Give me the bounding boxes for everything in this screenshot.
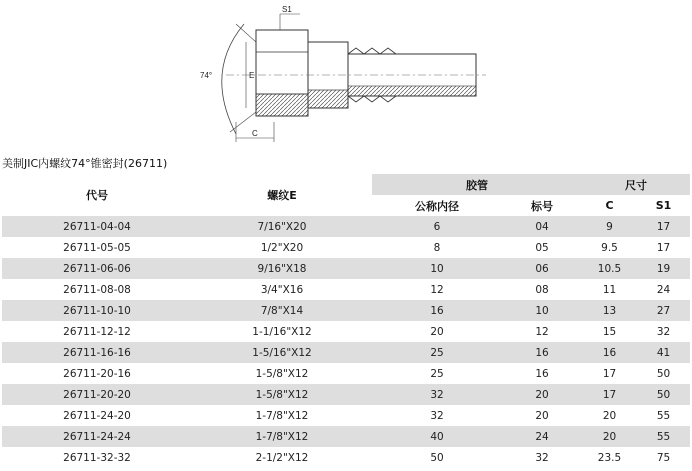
table-row <box>2 300 690 321</box>
cell-code: 26711-12-12 <box>2 321 192 342</box>
cell-hose-mark: 10 <box>502 300 582 321</box>
cell-size-s1: 55 <box>637 426 690 447</box>
cell-thread: 1-7/8"X12 <box>192 426 372 447</box>
cell-hose-bore: 25 <box>372 363 502 384</box>
cell-size-s1: 17 <box>637 237 690 258</box>
cell-size-s1: 24 <box>637 279 690 300</box>
cell-size-s1: 27 <box>637 300 690 321</box>
label-e: E <box>249 71 255 80</box>
cell-code: 26711-08-08 <box>2 279 192 300</box>
angle-arc <box>222 24 244 134</box>
cell-size-s1: 17 <box>637 216 690 237</box>
header-hose-bore: 公称内径 <box>415 199 459 213</box>
cell-hose-mark: 04 <box>502 216 582 237</box>
table-row <box>2 384 690 405</box>
label-s1: S1 <box>282 5 292 14</box>
table-row <box>2 342 690 363</box>
cell-thread: 1-5/16"X12 <box>192 342 372 363</box>
header-size-s1: S1 <box>655 199 672 212</box>
cell-size-s1: 32 <box>637 321 690 342</box>
cell-thread: 1/2"X20 <box>192 237 372 258</box>
header-hose: 胶管 <box>372 174 582 195</box>
cell-code: 26711-24-20 <box>2 405 192 426</box>
cell-thread: 1-7/8"X12 <box>192 405 372 426</box>
cell-size-c: 17 <box>582 384 637 405</box>
cell-thread: 1-1/16"X12 <box>192 321 372 342</box>
cell-thread: 7/16"X20 <box>192 216 372 237</box>
cell-hose-bore: 25 <box>372 342 502 363</box>
cell-hose-bore: 6 <box>372 216 502 237</box>
cell-hose-mark: 20 <box>502 384 582 405</box>
cell-hose-mark: 16 <box>502 342 582 363</box>
cell-size-s1: 55 <box>637 405 690 426</box>
cell-code: 26711-16-16 <box>2 342 192 363</box>
label-angle: 74° <box>200 71 213 80</box>
cell-size-c: 16 <box>582 342 637 363</box>
table-row <box>2 447 690 468</box>
table-row <box>2 321 690 342</box>
header-size-c: C <box>605 199 614 212</box>
cell-code: 26711-20-20 <box>2 384 192 405</box>
spec-table <box>2 174 690 468</box>
cell-hose-bore: 20 <box>372 321 502 342</box>
header-hose-mark: 标号 <box>531 199 553 213</box>
cell-size-s1: 75 <box>637 447 690 468</box>
table-row <box>2 405 690 426</box>
cell-hose-bore: 16 <box>372 300 502 321</box>
header-size: 尺寸 <box>582 174 690 195</box>
table-body <box>2 216 690 468</box>
cell-size-c: 9 <box>582 216 637 237</box>
cell-code: 26711-05-05 <box>2 237 192 258</box>
cell-hose-mark: 05 <box>502 237 582 258</box>
cell-hose-bore: 32 <box>372 405 502 426</box>
cell-hose-mark: 06 <box>502 258 582 279</box>
cell-size-s1: 50 <box>637 363 690 384</box>
table-row <box>2 426 690 447</box>
cell-size-c: 23.5 <box>582 447 637 468</box>
cell-size-s1: 41 <box>637 342 690 363</box>
cell-hose-mark: 12 <box>502 321 582 342</box>
cell-hose-bore: 32 <box>372 384 502 405</box>
cell-size-c: 9.5 <box>582 237 637 258</box>
table-row <box>2 216 690 237</box>
cell-size-c: 15 <box>582 321 637 342</box>
header-code: 代号 <box>86 189 108 202</box>
cell-code: 26711-32-32 <box>2 447 192 468</box>
cell-thread: 2-1/2"X12 <box>192 447 372 468</box>
cell-code: 26711-20-16 <box>2 363 192 384</box>
cell-hose-bore: 10 <box>372 258 502 279</box>
cell-thread: 7/8"X14 <box>192 300 372 321</box>
fitting-drawing <box>196 2 496 150</box>
cell-code: 26711-10-10 <box>2 300 192 321</box>
cell-code: 26711-04-04 <box>2 216 192 237</box>
cell-size-s1: 50 <box>637 384 690 405</box>
table-row <box>2 237 690 258</box>
section-title: 美制JIC内螺纹74°锥密封(26711) <box>2 157 168 170</box>
table-row <box>2 258 690 279</box>
cell-hose-bore: 50 <box>372 447 502 468</box>
cell-code: 26711-24-24 <box>2 426 192 447</box>
cell-hose-bore: 40 <box>372 426 502 447</box>
cell-hose-mark: 08 <box>502 279 582 300</box>
cell-thread: 1-5/8"X12 <box>192 363 372 384</box>
cell-size-c: 20 <box>582 405 637 426</box>
cell-thread: 3/4"X16 <box>192 279 372 300</box>
cell-hose-mark: 16 <box>502 363 582 384</box>
cell-size-c: 10.5 <box>582 258 637 279</box>
cell-thread: 9/16"X18 <box>192 258 372 279</box>
cell-size-s1: 19 <box>637 258 690 279</box>
table-row <box>2 363 690 384</box>
header-thread: 螺纹E <box>267 189 297 202</box>
cell-thread: 1-5/8"X12 <box>192 384 372 405</box>
cell-hose-bore: 12 <box>372 279 502 300</box>
cell-size-c: 13 <box>582 300 637 321</box>
cell-size-c: 11 <box>582 279 637 300</box>
cell-hose-mark: 20 <box>502 405 582 426</box>
cell-hose-mark: 32 <box>502 447 582 468</box>
cell-size-c: 20 <box>582 426 637 447</box>
table-row <box>2 279 690 300</box>
label-c: C <box>252 129 258 138</box>
cell-hose-mark: 24 <box>502 426 582 447</box>
cell-code: 26711-06-06 <box>2 258 192 279</box>
cell-hose-bore: 8 <box>372 237 502 258</box>
cell-size-c: 17 <box>582 363 637 384</box>
